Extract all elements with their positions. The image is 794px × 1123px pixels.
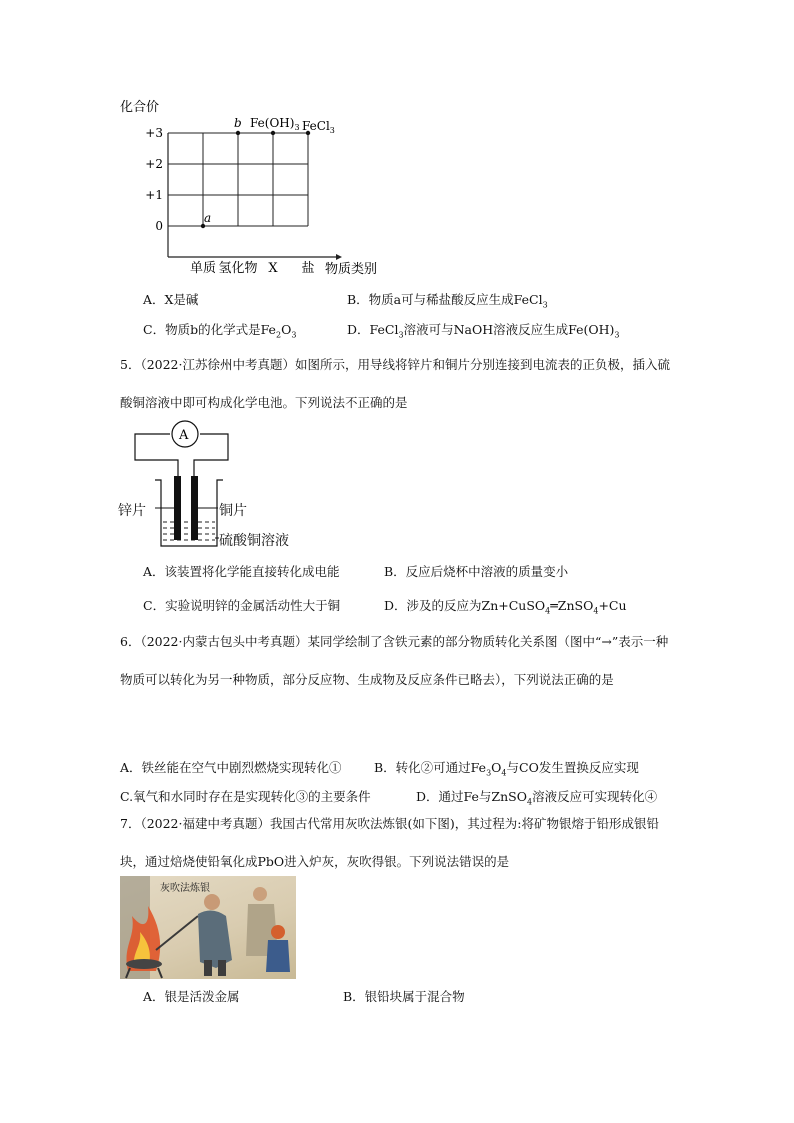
copper-plate	[191, 476, 198, 540]
q5-option-c[interactable]: C．实验说明锌的金属活动性大于铜	[143, 598, 341, 613]
data-point	[236, 131, 240, 135]
x-axis-arrow	[336, 254, 342, 260]
q5-option-b[interactable]: B．反应后烧杯中溶液的质量变小	[384, 564, 569, 579]
q5-option-a[interactable]: A．该装置将化学能直接转化成电能	[143, 564, 340, 579]
blowpipe	[156, 916, 198, 950]
solution-label: 硫酸铜溶液	[219, 533, 289, 549]
chart-ticks	[145, 126, 314, 276]
q4-option-d-sub1: 3	[398, 330, 404, 340]
x-tick-label: 氢化物	[218, 261, 258, 276]
q6-option-a[interactable]: A．铁丝能在空气中剧烈燃烧实现转化①	[120, 760, 342, 775]
q5-option-d-mid: ═ZnSO	[550, 598, 594, 613]
x-axis-label: 物质类别	[325, 262, 378, 277]
q5-stem: 5．（2022·江苏徐州中考真题）如图所示，用导线将锌片和铜片分别连接到电流表的正负极，插入硫酸铜溶液中即可构成化学电池。下列说法不正确的是	[120, 357, 670, 410]
chart-points	[201, 131, 310, 228]
point-label-fecl3: FeCl$_3$	[302, 119, 335, 135]
q4-option-b[interactable]	[347, 291, 548, 315]
q7-option-b[interactable]: B．银铅块属于混合物	[343, 989, 465, 1004]
q4-option-b-text: B．物质a可与稀盐酸反应生成FeCl	[347, 292, 543, 307]
illustration-caption: 灰吹法炼银	[160, 883, 210, 894]
q7-option-a[interactable]: A．银是活泼金属	[143, 989, 240, 1004]
q6-option-d-post: 溶液反应可实现转化④	[532, 789, 658, 804]
q4-option-d-sub2: 3	[614, 330, 620, 340]
beaker	[155, 480, 223, 546]
copper-label: 铜片	[219, 503, 247, 519]
point-label-a: a	[204, 211, 212, 225]
point-label-feoh3: $Fe(OH)_3$	[250, 116, 300, 132]
q5-option-d-post: +Cu	[598, 598, 627, 613]
y-tick-label: +2	[145, 157, 163, 171]
furnace-icon	[126, 959, 162, 969]
q6-option-c[interactable]: C.氧气和水同时存在是实现转化③的主要条件	[120, 789, 371, 804]
q4-option-c-sub2: 3	[291, 330, 297, 340]
q4-option-d[interactable]	[347, 321, 620, 345]
zinc-plate	[174, 476, 181, 540]
wire-right	[194, 434, 228, 478]
q4-option-c-sub1: 2	[275, 330, 282, 340]
data-point	[271, 131, 275, 135]
x-tick-label: 单质	[189, 261, 217, 276]
q5-option-d-sub2: 4	[593, 606, 599, 616]
q4-option-c[interactable]	[143, 321, 296, 345]
y-tick-label: +1	[145, 188, 163, 202]
wire-left	[135, 434, 178, 478]
q4-option-d-mid: 溶液可与NaOH溶液反应生成Fe(OH)	[403, 322, 615, 337]
solution	[163, 522, 215, 540]
q5-option-d-sub1: 4	[545, 606, 551, 616]
x-tick-label: 盐	[301, 261, 315, 276]
q4-option-d-text: D．FeCl	[347, 322, 399, 337]
y-axis-label: 化合价	[120, 100, 160, 115]
zinc-label: 锌片	[118, 503, 146, 519]
y-tick-label: +3	[145, 126, 163, 140]
worker-figure	[198, 894, 232, 976]
x-tick-label: X	[268, 261, 278, 276]
q6-option-b-sub2: 4	[501, 768, 507, 778]
q6-option-b-sub1: 3	[486, 768, 492, 778]
point-label-b: b	[234, 116, 242, 130]
silver-smelting-illustration	[120, 876, 296, 979]
chart-grid	[168, 133, 342, 260]
q6-option-b-text: B．转化②可通过Fe	[374, 760, 487, 775]
q6-option-d-text: D．通过Fe与ZnSO	[416, 789, 527, 804]
q5-option-d-text: D．涉及的反应为Zn+CuSO	[384, 598, 546, 613]
y-tick-label: 0	[155, 219, 163, 233]
q6-option-b-mid: O	[491, 760, 502, 775]
q4-option-b-sub: 3	[542, 300, 548, 310]
q4-option-c-mid: O	[281, 322, 292, 337]
q6-stem: 6．（2022·内蒙古包头中考真题）某同学绘制了含铁元素的部分物质转化关系图（图中“→”表示一种物质可以转化为另一种物质，部分反应物、生成物及反应条件已略去），下列说法正确的是	[120, 634, 669, 687]
q5-option-d[interactable]	[384, 597, 627, 621]
ammeter-label: A	[179, 428, 189, 443]
q6-option-d-sub: 4	[526, 797, 533, 807]
q7-stem: 7．（2022·福建中考真题）我国古代常用灰吹法炼银(如下图)，其过程为:将矿物银熔于铅形成银铅块，通过焙烧使铅氧化成PbO进入炉灰，灰吹得银。下列说法错误的是	[120, 816, 659, 869]
valence-chart	[110, 95, 400, 280]
q4-option-c-text: C．物质b的化学式是Fe	[143, 322, 276, 337]
q6-option-b-post: 与CO发生置换反应实现	[506, 760, 639, 775]
q6-option-b[interactable]	[374, 759, 639, 783]
q4-option-a[interactable]: A．X是碱	[143, 292, 199, 307]
